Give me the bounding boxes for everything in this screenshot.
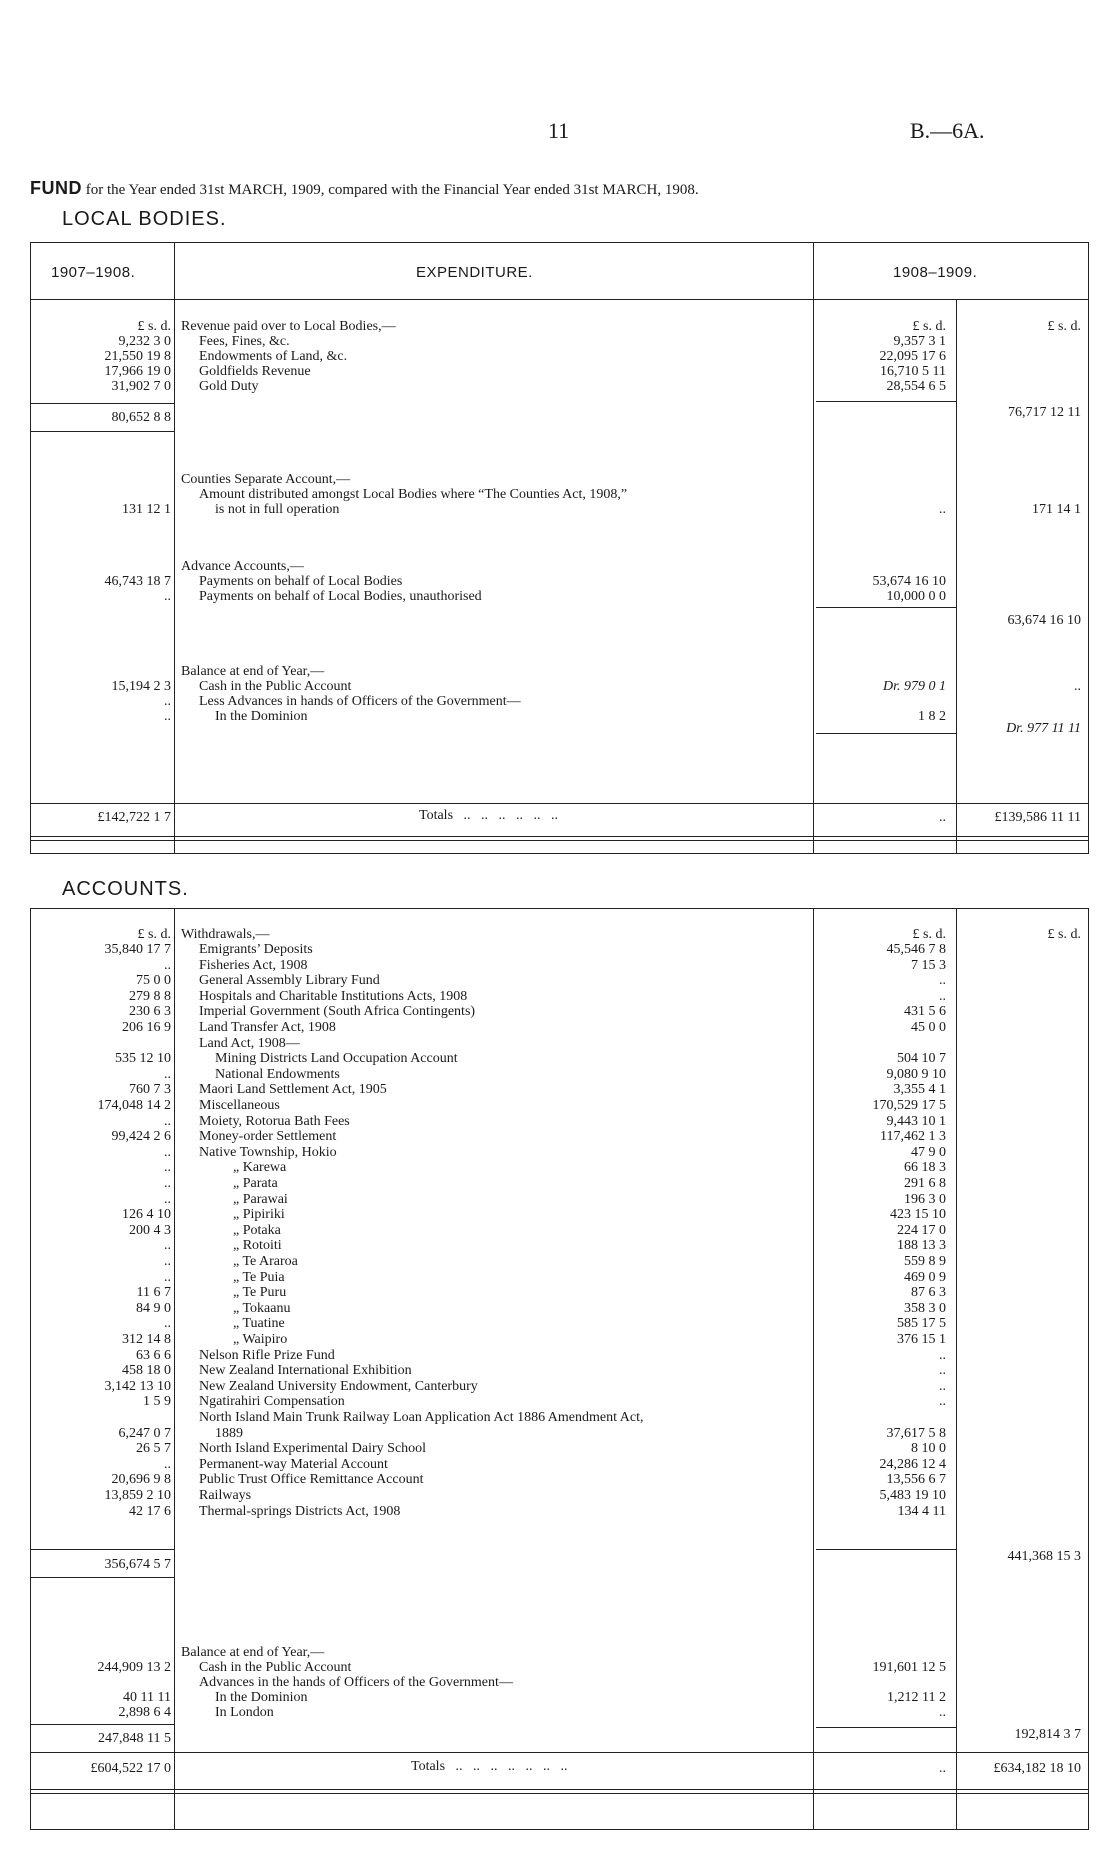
row-value-1909: 224 17 0 (897, 1222, 946, 1238)
subtotal-1907: 247,848 11 5 (98, 1731, 171, 1746)
row-value-1909: 423 15 10 (890, 1207, 946, 1223)
lsd-header: £ s. d. (912, 927, 946, 942)
group-heading: Withdrawals,— (181, 927, 270, 942)
row-value-1907: 200 4 3 (129, 1222, 171, 1238)
totals-label: Totals .. .. .. .. .. .. .. (411, 1759, 568, 1774)
row-value-1907: 1 5 9 (143, 1394, 171, 1410)
row-value-1909: 22,095 17 6 (879, 349, 946, 364)
row-value-1909: .. (939, 973, 946, 989)
row-value-1907: .. (164, 1191, 171, 1207)
row-label: Advances in the hands of Officers of the Government— (199, 1675, 513, 1690)
row-label: Cash in the Public Account (199, 1660, 352, 1675)
row-total-1909: .. (1074, 679, 1081, 694)
subtotal-1907: 80,652 8 8 (111, 410, 171, 425)
row-label: Land Act, 1908— (199, 1035, 300, 1051)
row-value-1907: 20,696 9 8 (111, 1472, 171, 1488)
row-label: Thermal-springs Districts Act, 1908 (199, 1503, 401, 1519)
row-value-1909: 188 13 3 (897, 1238, 946, 1254)
section-title-accounts: ACCOUNTS. (62, 878, 189, 900)
row-total-1909: 171 14 1 (1032, 502, 1081, 517)
row-value-1909: 53,674 16 10 (872, 574, 946, 589)
row-value-1907: 279 8 8 (129, 988, 171, 1004)
row-value-1907: 131 12 1 (122, 502, 171, 517)
row-value-1907: 26 5 7 (136, 1441, 171, 1457)
subtotal-1909: Dr. 977 11 11 (1006, 721, 1081, 736)
row-value-1907: .. (164, 1160, 171, 1176)
row-label: Fees, Fines, &c. (199, 334, 290, 349)
row-value-1909: 376 15 1 (897, 1332, 946, 1347)
row-value-1909: 358 3 0 (904, 1300, 946, 1316)
row-label: „ Parata (233, 1176, 278, 1191)
row-label: New Zealand University Endowment, Canterbury (199, 1378, 478, 1394)
row-label: Railways (199, 1488, 252, 1503)
row-label: „ Tuatine (233, 1316, 285, 1332)
row-label: „ Karewa (233, 1160, 287, 1176)
row-value-1907: 11 6 7 (136, 1285, 171, 1301)
row-label: „ Waipiro (233, 1332, 288, 1347)
subtotal-1907: 356,674 5 7 (104, 1557, 171, 1572)
subtotal-1909: 192,814 3 7 (1014, 1727, 1081, 1742)
row-label: Gold Duty (199, 379, 259, 394)
row-value-1907: 6,247 0 7 (118, 1425, 171, 1441)
heading-fund: FUND (30, 178, 82, 198)
row-value-1907: 40 11 11 (123, 1690, 171, 1705)
row-label: „ Te Araroa (233, 1254, 298, 1269)
total-1909-a: .. (939, 1761, 946, 1776)
row-value-1907: 21,550 19 8 (104, 349, 171, 364)
row-value-1909: 504 10 7 (897, 1051, 946, 1067)
row-label: „ Rotoiti (233, 1238, 282, 1254)
lsd-header: £ s. d. (137, 927, 171, 942)
row-value-1909: .. (939, 502, 946, 517)
row-value-1907: 99,424 2 6 (111, 1129, 171, 1145)
row-value-1907: .. (164, 709, 171, 724)
group-heading: Balance at end of Year,— (181, 1645, 325, 1660)
col-header-1907: 1907–1908. (51, 264, 136, 281)
total-1909-a: .. (939, 810, 946, 825)
row-value-1907: 46,743 18 7 (104, 574, 171, 589)
row-value-1909: 9,443 10 1 (886, 1113, 946, 1129)
row-value-1909: .. (939, 988, 946, 1004)
row-label: Amount distributed amongst Local Bodies where “The Counties Act, 1908,” (199, 487, 628, 502)
row-value-1909: 9,080 9 10 (886, 1066, 946, 1082)
row-value-1909: 45,546 7 8 (886, 942, 946, 957)
row-value-1907: 31,902 7 0 (111, 379, 171, 394)
row-value-1909: .. (939, 1363, 946, 1379)
row-label: North Island Main Trunk Railway Loan Application Act 1886 Amendment Act, (199, 1410, 644, 1425)
subtotal-1909: 441,368 15 3 (1007, 1549, 1081, 1564)
row-label: Miscellaneous (199, 1098, 280, 1113)
row-label: National Endowments (215, 1066, 340, 1082)
row-value-1907: .. (164, 1316, 171, 1332)
row-value-1909: 10,000 0 0 (886, 589, 946, 604)
row-label: Nelson Rifle Prize Fund (199, 1347, 335, 1363)
row-value-1907: 63 6 6 (136, 1347, 171, 1363)
row-value-1907: 2,898 6 4 (118, 1705, 171, 1720)
row-label: In the Dominion (215, 709, 308, 724)
row-label: Mining Districts Land Occupation Account (215, 1051, 458, 1067)
row-label: In London (215, 1705, 274, 1720)
total-1907: £604,522 17 0 (90, 1761, 171, 1776)
total-1909: £634,182 18 10 (993, 1761, 1081, 1776)
document-reference: B.—6A. (910, 118, 985, 143)
row-value-1909: .. (939, 1705, 946, 1720)
row-value-1907: 126 4 10 (122, 1207, 171, 1223)
row-label: Public Trust Office Remittance Account (199, 1472, 424, 1488)
row-value-1909: 134 4 11 (897, 1503, 946, 1519)
row-label: Ngatirahiri Compensation (199, 1394, 345, 1410)
row-label: is not in full operation (215, 502, 340, 517)
row-value-1909: 559 8 9 (904, 1254, 946, 1269)
row-value-1909: .. (939, 1394, 946, 1410)
lsd-header: £ s. d. (1047, 319, 1081, 334)
row-label: Money-order Settlement (199, 1129, 337, 1145)
row-label: New Zealand International Exhibition (199, 1363, 412, 1379)
row-value-1907: 84 9 0 (136, 1300, 171, 1316)
row-value-1909: 28,554 6 5 (886, 379, 946, 394)
row-value-1907: .. (164, 1269, 171, 1285)
row-label: Hospitals and Charitable Institutions Acts, 1908 (199, 988, 468, 1004)
row-value-1909: .. (939, 1378, 946, 1394)
accounts-table (30, 908, 1089, 1830)
row-value-1907: 206 16 9 (122, 1020, 171, 1035)
row-value-1907: .. (164, 1144, 171, 1160)
row-value-1909: .. (939, 1347, 946, 1363)
lsd-header: £ s. d. (1047, 927, 1081, 942)
row-value-1909: 16,710 5 11 (880, 364, 946, 379)
row-value-1907: 760 7 3 (129, 1082, 171, 1098)
row-value-1909: 585 17 5 (897, 1316, 946, 1332)
row-label: Payments on behalf of Local Bodies (199, 574, 403, 589)
lsd-header: £ s. d. (912, 319, 946, 334)
heading-rest: for the Year ended 31st MARCH, 1909, compared with the Financial Year ended 31st MARCH, 1908. (85, 182, 699, 198)
row-value-1909: 3,355 4 1 (893, 1082, 946, 1098)
row-value-1907: 458 18 0 (122, 1363, 171, 1379)
row-label: Fisheries Act, 1908 (199, 957, 308, 973)
row-value-1907: 174,048 14 2 (97, 1098, 171, 1113)
row-label: Imperial Government (South Africa Contingents) (199, 1004, 476, 1020)
row-label: „ Te Puia (233, 1269, 285, 1285)
row-value-1907: 535 12 10 (115, 1051, 171, 1067)
row-value-1909: 1,212 11 2 (887, 1690, 946, 1705)
row-value-1907: 230 6 3 (129, 1004, 171, 1020)
row-value-1907: .. (164, 1113, 171, 1129)
row-value-1909: 45 0 0 (911, 1020, 946, 1035)
row-value-1909: 87 6 3 (911, 1285, 946, 1301)
row-label: Emigrants’ Deposits (199, 942, 313, 957)
row-value-1909: 431 5 6 (904, 1004, 946, 1020)
subtotal-1909: 76,717 12 11 (1008, 405, 1081, 420)
row-value-1909: 37,617 5 8 (886, 1425, 946, 1441)
row-label: „ Pipiriki (233, 1207, 285, 1223)
row-value-1909: 8 10 0 (911, 1441, 946, 1457)
row-label: Cash in the Public Account (199, 679, 352, 694)
row-value-1909: 9,357 3 1 (893, 334, 946, 349)
row-label: „ Parawai (233, 1191, 288, 1207)
row-value-1909: 24,286 12 4 (879, 1456, 946, 1472)
row-value-1907: 17,966 19 0 (104, 364, 171, 379)
row-label: Land Transfer Act, 1908 (199, 1020, 336, 1035)
total-1907: £142,722 1 7 (97, 810, 171, 825)
row-value-1907: .. (164, 1238, 171, 1254)
row-label: Goldfields Revenue (199, 364, 311, 379)
group-heading: Advance Accounts,— (181, 559, 304, 574)
row-label: General Assembly Library Fund (199, 973, 380, 989)
row-label: North Island Experimental Dairy School (199, 1441, 427, 1457)
row-value-1909: 117,462 1 3 (880, 1129, 946, 1145)
total-1909: £139,586 11 11 (994, 810, 1081, 825)
row-value-1907: .. (164, 957, 171, 973)
row-label: Permanent-way Material Account (199, 1456, 388, 1472)
row-value-1907: .. (164, 1176, 171, 1191)
row-label: 1889 (215, 1425, 243, 1441)
row-value-1907: 15,194 2 3 (111, 679, 171, 694)
row-value-1909: 66 18 3 (904, 1160, 946, 1176)
page-number: 11 (548, 118, 570, 143)
row-value-1907: 75 0 0 (136, 973, 171, 989)
row-value-1907: 244,909 13 2 (97, 1660, 171, 1675)
row-value-1907: .. (164, 589, 171, 604)
row-label: „ Te Puru (233, 1285, 287, 1301)
group-heading: Counties Separate Account,— (181, 472, 351, 487)
lsd-header: £ s. d. (137, 319, 171, 334)
row-value-1909: 1 8 2 (918, 709, 946, 724)
row-value-1909: 291 6 8 (904, 1176, 946, 1191)
row-value-1909: Dr. 979 0 1 (882, 679, 946, 694)
row-value-1909: 5,483 19 10 (879, 1488, 946, 1503)
row-label: Native Township, Hokio (199, 1144, 337, 1160)
row-value-1909: 469 0 9 (904, 1269, 946, 1285)
row-label: Less Advances in hands of Officers of the Government— (199, 694, 521, 709)
row-value-1907: .. (164, 1254, 171, 1269)
row-value-1909: 13,556 6 7 (886, 1472, 946, 1488)
group-heading: Balance at end of Year,— (181, 664, 325, 679)
row-value-1909: 196 3 0 (904, 1191, 946, 1207)
group-heading: Revenue paid over to Local Bodies,— (181, 319, 396, 334)
col-header-expenditure: EXPENDITURE. (416, 264, 533, 281)
section-title-local-bodies: LOCAL BODIES. (62, 208, 227, 230)
row-label: Endowments of Land, &c. (199, 349, 348, 364)
row-label: Maori Land Settlement Act, 1905 (199, 1082, 387, 1098)
row-label: „ Potaka (233, 1222, 281, 1238)
totals-label: Totals .. .. .. .. .. .. (419, 808, 559, 823)
row-value-1907: 312 14 8 (122, 1332, 171, 1347)
subtotal-1909: 63,674 16 10 (1007, 613, 1081, 628)
row-value-1907: .. (164, 694, 171, 709)
row-value-1907: 3,142 13 10 (104, 1378, 171, 1394)
row-value-1907: 9,232 3 0 (118, 334, 171, 349)
row-value-1907: 13,859 2 10 (104, 1488, 171, 1503)
local-bodies-table (30, 242, 1089, 854)
table-header (31, 243, 1088, 300)
page-heading (30, 178, 699, 199)
row-value-1909: 47 9 0 (911, 1144, 946, 1160)
row-value-1909: 7 15 3 (911, 957, 946, 973)
row-value-1907: 42 17 6 (129, 1503, 171, 1519)
row-value-1909: 170,529 17 5 (872, 1098, 946, 1113)
row-value-1907: 35,840 17 7 (104, 942, 171, 957)
row-value-1909: 191,601 12 5 (872, 1660, 946, 1675)
row-label: Moiety, Rotorua Bath Fees (199, 1113, 350, 1129)
row-label: In the Dominion (215, 1690, 308, 1705)
row-value-1907: .. (164, 1456, 171, 1472)
row-label: Payments on behalf of Local Bodies, unauthorised (199, 589, 482, 604)
row-label: „ Tokaanu (233, 1300, 291, 1316)
row-value-1907: .. (164, 1066, 171, 1082)
col-header-1909: 1908–1909. (893, 264, 978, 281)
